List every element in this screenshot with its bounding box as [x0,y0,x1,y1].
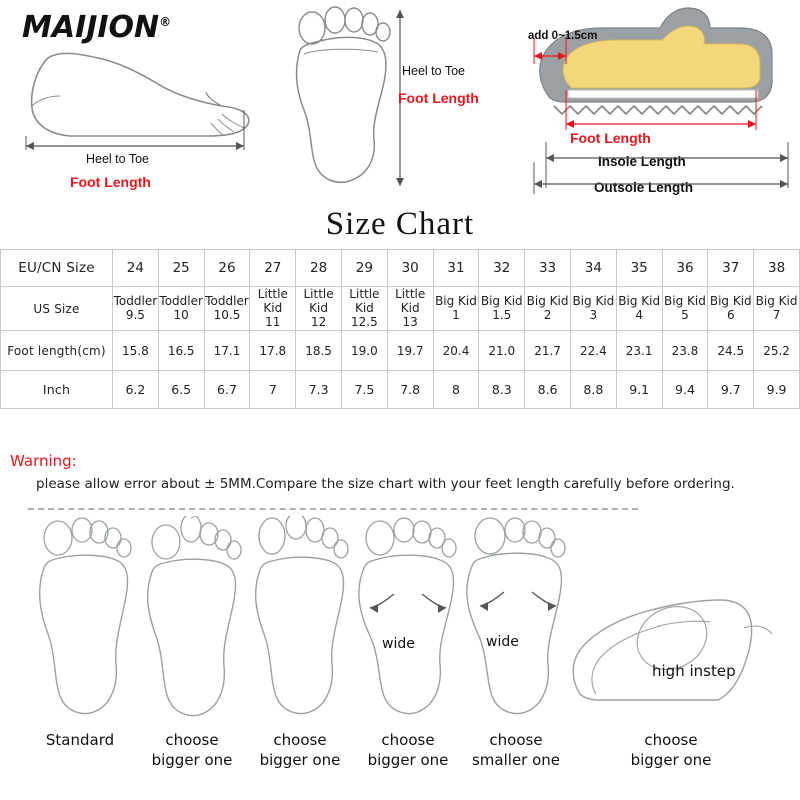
table-cell: Toddler 10 [158,287,204,331]
table-cell: 21.0 [479,331,525,371]
table-cell: Big Kid 3 [570,287,616,331]
table-cell: 36 [662,250,708,287]
row-header: EU/CN Size [1,250,113,287]
table-cell: 18.5 [296,331,342,371]
foot-type-section [0,498,800,800]
foot-caption-5: choose bigger one [630,731,712,770]
warning-title: Warning: [10,452,77,470]
table-cell: 37 [708,250,754,287]
brand-name: MAIJION [22,10,160,45]
table-cell: 19.0 [341,331,387,371]
table-cell: 7.8 [387,371,433,409]
table-cell: Little Kid 11 [250,287,296,331]
foot-illustration-standard [20,516,140,726]
table-cell: Big Kid 6 [708,287,754,331]
table-cell: 16.5 [158,331,204,371]
table-cell: 32 [479,250,525,287]
size-chart-table [0,249,800,409]
table-cell: 6.7 [204,371,250,409]
table-cell: 7.5 [341,371,387,409]
foot-illustration-wide-2 [452,516,577,726]
table-cell: Little Kid 12.5 [341,287,387,331]
table-cell: 9.7 [708,371,754,409]
foot-illustration-long-toes [236,516,361,726]
table-cell: 25 [158,250,204,287]
row-header: Foot length(cm) [1,331,113,371]
table-cell: 21.7 [525,331,571,371]
table-cell: 8.6 [525,371,571,409]
foot-illustration-long-second-toe [128,516,253,726]
sole-view-heel-to-toe-label: Heel to Toe [402,64,466,78]
table-cell: 24 [113,250,159,287]
table-row [1,371,800,409]
sole-view-foot-length-label: Foot Length [398,90,479,106]
foot-caption-3: choose bigger one [367,731,449,770]
table-cell: 9.4 [662,371,708,409]
table-cell: 35 [616,250,662,287]
size-chart-section [0,200,800,409]
table-cell: 25.2 [754,331,800,371]
table-cell: 26 [204,250,250,287]
table-cell: 33 [525,250,571,287]
table-cell: 30 [387,250,433,287]
table-cell: Big Kid 5 [662,287,708,331]
table-row [1,250,800,287]
shoe-cross-section-illustration [510,2,800,195]
table-cell: 23.8 [662,331,708,371]
table-row [1,287,800,331]
outsole-length-label: Outsole Length [594,180,693,195]
side-view-foot-illustration [8,40,268,190]
side-view-heel-to-toe-label: Heel to Toe [86,152,150,166]
table-cell: 9.1 [616,371,662,409]
foot-note-high-instep: high instep [652,662,736,680]
table-cell: Big Kid 4 [616,287,662,331]
row-header: US Size [1,287,113,331]
add-measure-label: add 0~1.5cm [528,30,598,42]
foot-illustration-high-instep [560,578,790,728]
size-chart-title: Size Chart [325,206,475,242]
table-cell: 29 [341,250,387,287]
row-header: Inch [1,371,113,409]
table-cell: Big Kid 1 [433,287,479,331]
table-cell: 8.3 [479,371,525,409]
table-cell: Big Kid 1.5 [479,287,525,331]
sole-view-foot-illustration [280,6,479,196]
registered-mark: ® [159,15,172,29]
foot-caption-2: choose bigger one [259,731,341,770]
table-cell: 17.8 [250,331,296,371]
table-cell: 31 [433,250,479,287]
table-cell: Big Kid 7 [754,287,800,331]
table-cell: 9.9 [754,371,800,409]
table-cell: 6.2 [113,371,159,409]
table-row [1,331,800,371]
table-cell: Toddler 10.5 [204,287,250,331]
table-cell: 7 [250,371,296,409]
table-cell: Toddler 9.5 [113,287,159,331]
table-cell: 27 [250,250,296,287]
diagram-area [0,0,800,200]
table-cell: 23.1 [616,331,662,371]
table-cell: 38 [754,250,800,287]
foot-caption-1: choose bigger one [151,731,233,770]
alignment-divider [28,508,638,510]
table-cell: 24.5 [708,331,754,371]
table-cell: 6.5 [158,371,204,409]
table-cell: 8 [433,371,479,409]
table-cell: 17.1 [204,331,250,371]
shoe-foot-length-label: Foot Length [570,130,651,146]
foot-note-wide-2: wide [486,634,519,650]
table-cell: Big Kid 2 [525,287,571,331]
table-cell: 15.8 [113,331,159,371]
insole-length-label: Insole Length [598,154,686,169]
foot-note-wide-1: wide [382,636,415,652]
table-cell: 34 [570,250,616,287]
foot-caption-0: Standard [45,731,115,749]
table-cell: Little Kid 12 [296,287,342,331]
warning-section [0,446,800,492]
table-cell: 7.3 [296,371,342,409]
warning-text: please allow error about ± 5MM.Compare the size chart with your feet length carefully before ordering. [36,476,735,492]
table-cell: 22.4 [570,331,616,371]
foot-caption-4: choose smaller one [471,731,561,770]
side-view-foot-length-label: Foot Length [70,174,151,190]
table-cell: Little Kid 13 [387,287,433,331]
table-cell: 20.4 [433,331,479,371]
table-cell: 19.7 [387,331,433,371]
table-cell: 28 [296,250,342,287]
table-cell: 8.8 [570,371,616,409]
foot-illustration-wide-1 [344,516,469,726]
